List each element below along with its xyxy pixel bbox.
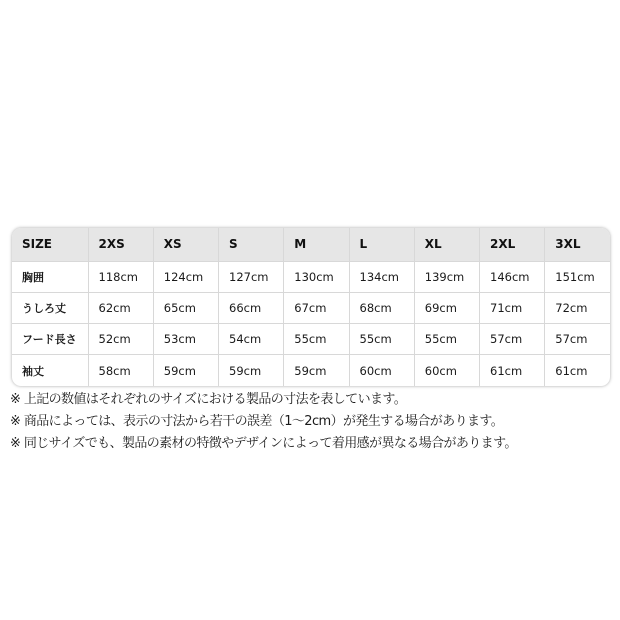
table-cell: 127cm bbox=[219, 261, 284, 292]
size-header-label: SIZE bbox=[12, 228, 88, 261]
size-chart bbox=[12, 228, 610, 386]
table-cell: 68cm bbox=[349, 292, 414, 323]
table-cell: 67cm bbox=[284, 292, 349, 323]
table-cell: 65cm bbox=[153, 292, 218, 323]
size-notes bbox=[10, 389, 615, 455]
size-header-row bbox=[12, 228, 610, 261]
size-header-m: M bbox=[284, 228, 349, 261]
note-fit: ※ 同じサイズでも、製品の素材の特徴やデザインによって着用感が異なる場合があります。 bbox=[10, 436, 517, 451]
table-row-chest bbox=[12, 261, 610, 292]
table-row-hood-length bbox=[12, 324, 610, 355]
table-cell: 139cm bbox=[414, 261, 479, 292]
table-cell: 58cm bbox=[88, 355, 153, 386]
table-cell: 146cm bbox=[480, 261, 545, 292]
row-label-sleeve-length: 袖丈 bbox=[12, 355, 88, 386]
table-cell: 61cm bbox=[555, 363, 588, 378]
table-cell: 59cm bbox=[153, 355, 218, 386]
table-cell: 134cm bbox=[349, 261, 414, 292]
size-header-s: S bbox=[219, 228, 284, 261]
table-cell: 118cm bbox=[88, 261, 153, 292]
table-cell: 69cm bbox=[414, 292, 479, 323]
table-cell: 151cm bbox=[545, 261, 610, 292]
table-cell: 53cm bbox=[153, 324, 218, 355]
table-cell: 54cm bbox=[219, 324, 284, 355]
note-tolerance: ※ 商品によっては、表示の寸法から若干の誤差（1〜2cm）が発生する場合があります。 bbox=[10, 414, 504, 429]
table-cell: 66cm bbox=[219, 292, 284, 323]
table-cell: 55cm bbox=[284, 324, 349, 355]
size-header-xs: XS bbox=[153, 228, 218, 261]
table-cell: 61cm bbox=[480, 355, 545, 386]
table-row-back-length bbox=[12, 292, 610, 323]
row-label-back-length: うしろ丈 bbox=[12, 292, 88, 323]
table-cell: 124cm bbox=[153, 261, 218, 292]
row-label-chest: 胸囲 bbox=[12, 261, 88, 292]
size-header-l: L bbox=[349, 228, 414, 261]
table-row-sleeve-length bbox=[12, 355, 610, 386]
size-table bbox=[12, 228, 610, 386]
table-cell: 55cm bbox=[414, 324, 479, 355]
table-cell: 72cm bbox=[545, 292, 610, 323]
table-cell: 55cm bbox=[349, 324, 414, 355]
size-header-2xs: 2XS bbox=[88, 228, 153, 261]
table-cell: 71cm bbox=[480, 292, 545, 323]
size-header-3xl: 3XL bbox=[545, 228, 610, 261]
table-cell: 57cm bbox=[480, 324, 545, 355]
table-cell: 52cm bbox=[88, 324, 153, 355]
table-cell: 59cm bbox=[284, 355, 349, 386]
table-cell: 59cm bbox=[219, 355, 284, 386]
size-header-xl: XL bbox=[414, 228, 479, 261]
table-cell: 62cm bbox=[88, 292, 153, 323]
table-cell: 57cm bbox=[545, 324, 610, 355]
table-cell: 60cm bbox=[349, 355, 414, 386]
table-cell: 130cm bbox=[284, 261, 349, 292]
note-measurements: ※ 上記の数値はそれぞれのサイズにおける製品の寸法を表しています。 bbox=[10, 392, 407, 407]
table-cell: 60cm bbox=[414, 355, 479, 386]
size-header-2xl: 2XL bbox=[480, 228, 545, 261]
row-label-hood-length: フード長さ bbox=[12, 324, 88, 355]
